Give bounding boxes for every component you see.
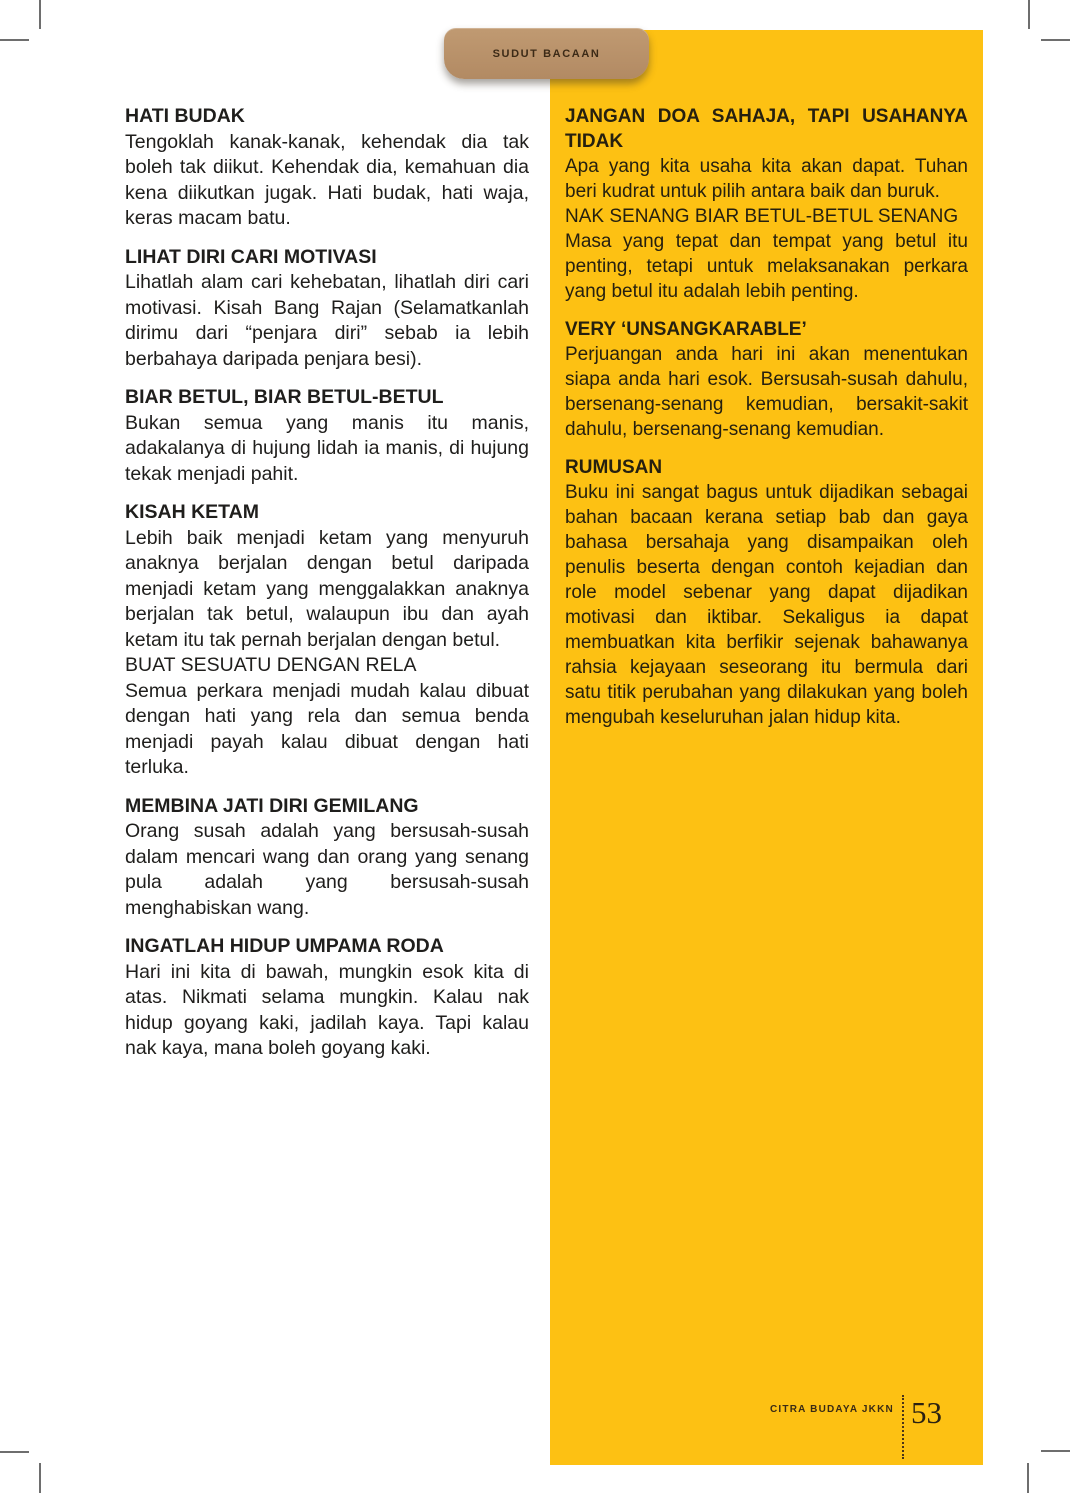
section-tab <box>444 28 649 79</box>
section-subheading: NAK SENANG BIAR BETUL-BETUL SENANG <box>565 206 959 227</box>
left-column <box>125 104 529 1075</box>
crop-mark-top-left-horizontal <box>0 39 29 41</box>
section-body: Perjuangan anda hari ini akan menentukan siapa anda hari esok. Bersusah-susah dahulu, bersenang-senang kemudian, bersakit-sakit dahulu, bersenang-senang kemudian. <box>565 344 968 440</box>
section-body: Buku ini sangat bagus untuk dijadikan sebagai bahan bacaan kerana setiap bab dan gaya bahasa bersahaja yang disampaikan oleh penulis beserta dengan contoh kejadian dan role model sebenar yang dapat dijadikan motivasi dan iktibar. Sekaligus ia dapat membuatkan kita berfikir sejenak bahawanya rahsia kejayaan seseorang itu bermula dari satu titik perubahan yang dilakukan yang boleh mengubah keseluruhan jalan hidup kita. <box>565 482 968 728</box>
section-heading: HATI BUDAK <box>125 105 245 127</box>
crop-mark-bottom-right-vertical <box>1027 1463 1029 1493</box>
section-tab-label: SUDUT BACAAN <box>492 47 601 60</box>
dotted-divider <box>902 1395 904 1459</box>
section-kisah-ketam <box>125 500 529 781</box>
section-body: Apa yang kita usaha kita akan dapat. Tuhan beri kudrat untuk pilih antara baik dan buruk. <box>565 156 968 202</box>
section-body: Semua perkara menjadi mudah kalau dibuat dengan hati yang rela dan semua benda menjadi payah kalau dibuat dengan hati terluka. <box>125 679 529 778</box>
section-body: Lihatlah alam cari kehebatan, lihatlah diri cari motivasi. Kisah Bang Rajan (Selamatkanlah dirimu dari “penjara diri” sebab ia lebih berbahaya daripada penjara besi). <box>125 271 529 370</box>
crop-mark-bottom-right-horizontal <box>1041 1450 1070 1452</box>
section-body: Hari ini kita di bawah, mungkin esok kita di atas. Nikmati selama mungkin. Kalau nak hidup goyang kaki, jadilah kaya. Tapi kalau nak kaya, mana boleh goyang kaki. <box>125 960 529 1059</box>
section-heading: VERY ‘UNSANGKARABLE’ <box>565 319 807 340</box>
section-body: Masa yang tepat dan tempat yang betul itu penting, tetapi untuk melaksanakan perkara yang betul itu adalah lebih penting. <box>565 231 968 302</box>
section-ingatlah-hidup <box>125 934 529 1062</box>
section-body: Bukan semua yang manis itu manis, adakalanya di hujung lidah ia manis, di hujung tekak menjadi pahit. <box>125 411 529 485</box>
imprint-text: CITRA BUDAYA JKKN <box>770 1404 894 1415</box>
section-hati-budak <box>125 104 529 232</box>
section-jangan-doa <box>565 104 968 304</box>
crop-mark-top-right-horizontal <box>1041 39 1070 41</box>
section-heading: MEMBINA JATI DIRI GEMILANG <box>125 794 419 817</box>
section-very-unsangkarable <box>565 317 968 442</box>
section-heading: RUMUSAN <box>565 457 663 478</box>
crop-mark-bottom-left-vertical <box>39 1463 41 1493</box>
crop-mark-top-left-vertical <box>39 0 41 29</box>
section-heading: INGATLAH HIDUP UMPAMA RODA <box>125 935 444 957</box>
crop-mark-bottom-left-horizontal <box>0 1451 29 1453</box>
section-membina-jati-diri <box>125 794 529 922</box>
section-rumusan <box>565 455 968 730</box>
right-column <box>565 104 968 743</box>
section-biar-betul <box>125 385 529 487</box>
page-footer <box>770 1392 985 1459</box>
section-heading: BIAR BETUL, BIAR BETUL-BETUL <box>125 386 444 408</box>
section-body: Orang susah adalah yang bersusah-susah dalam mencari wang dan orang yang senang pula adalah yang bersusah-susah menghabiskan wang. <box>125 820 529 919</box>
section-body: Lebih baik menjadi ketam yang menyuruh anaknya berjalan dengan betul daripada menjadi ketam yang menggalakkan anaknya berjalan tak betul, walaupun ibu dan ayah ketam itu tak pernah berjalan dengan betul. <box>125 526 529 651</box>
section-subheading: BUAT SESUATU DENGAN RELA <box>125 654 417 676</box>
section-heading: JANGAN DOA SAHAJA, TAPI USAHANYA TIDAK <box>565 106 968 152</box>
crop-mark-top-right-vertical <box>1028 0 1030 29</box>
section-heading: KISAH KETAM <box>125 501 259 523</box>
section-body: Tengoklah kanak-kanak, kehendak dia tak boleh tak diikut. Kehendak dia, kemahuan dia kena diikutkan jugak. Hati budak, hati waja, keras macam batu. <box>125 130 529 229</box>
section-heading: LIHAT DIRI CARI MOTIVASI <box>125 245 377 268</box>
page-number: 53 <box>910 1395 942 1430</box>
section-lihat-diri <box>125 245 529 373</box>
